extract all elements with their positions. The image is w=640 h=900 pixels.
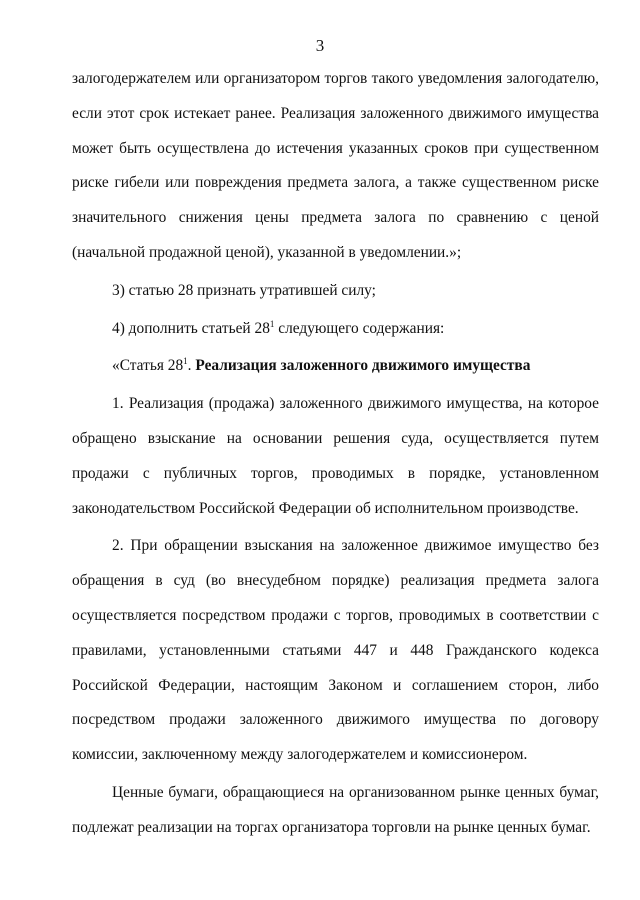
article-title: Реализация заложенного движимого имущества — [195, 357, 531, 375]
article-label: «Статья 28 — [112, 357, 184, 375]
item-4-superscript: 1 — [269, 318, 275, 329]
paragraph-continuation: залогодержателем или организатором торгов такого уведомления залогодателю, если этот срок истекает ранее. Реализация заложенного движимого имущества может быть осуществлена до истечения указанных сроков при существенном риске гибели или повреждения предмета залога, а также существенном риске значительного снижения цены предмета залога по сравнению с ценой (начальной продажной ценой), указанной в уведомлении.»; — [72, 70, 599, 261]
article-superscript: 1 — [183, 356, 188, 367]
article-clause-2-securities: Ценные бумаги, обращающиеся на организованном рынке ценных бумаг, подлежат реализации на торгах организатора торговли на рынке ценных бумаг. — [72, 783, 599, 836]
paragraph-item-4 — [72, 312, 599, 347]
article-clause-2: 2. При обращении взыскания на заложенное движимое имущество без обращения в суд (во внесудебном порядке) реализация предмета залога осуществляется посредством продажи с торгов, проводимых в соответствии с правилами, установленными статьями 447 и 448 Гражданского кодекса Российской Федерации, настоящим Законом и соглашением сторон, либо посредством продажи заложенного движимого имущества по договору комиссии, заключенному между залогодержателем и комиссионером. — [72, 537, 599, 764]
page-number: 3 — [315, 36, 325, 55]
article-clause-1: 1. Реализация (продажа) заложенного движимого имущества, на которое обращено взыскание на основании решения суда, осуществляется путем продажи с публичных торгов, проводимых в порядке, установленном законодательством Российской Федерации об исполнительном производстве. — [72, 395, 599, 517]
item-4-text-start: 4) дополнить статьей 28 — [112, 319, 270, 337]
article-heading — [72, 349, 599, 384]
article-dot: . — [187, 357, 196, 375]
document-body — [72, 62, 599, 846]
item-4-text-end: следующего содержания: — [274, 319, 445, 337]
paragraph-item-3: 3) статью 28 признать утратившей силу; — [112, 281, 376, 299]
